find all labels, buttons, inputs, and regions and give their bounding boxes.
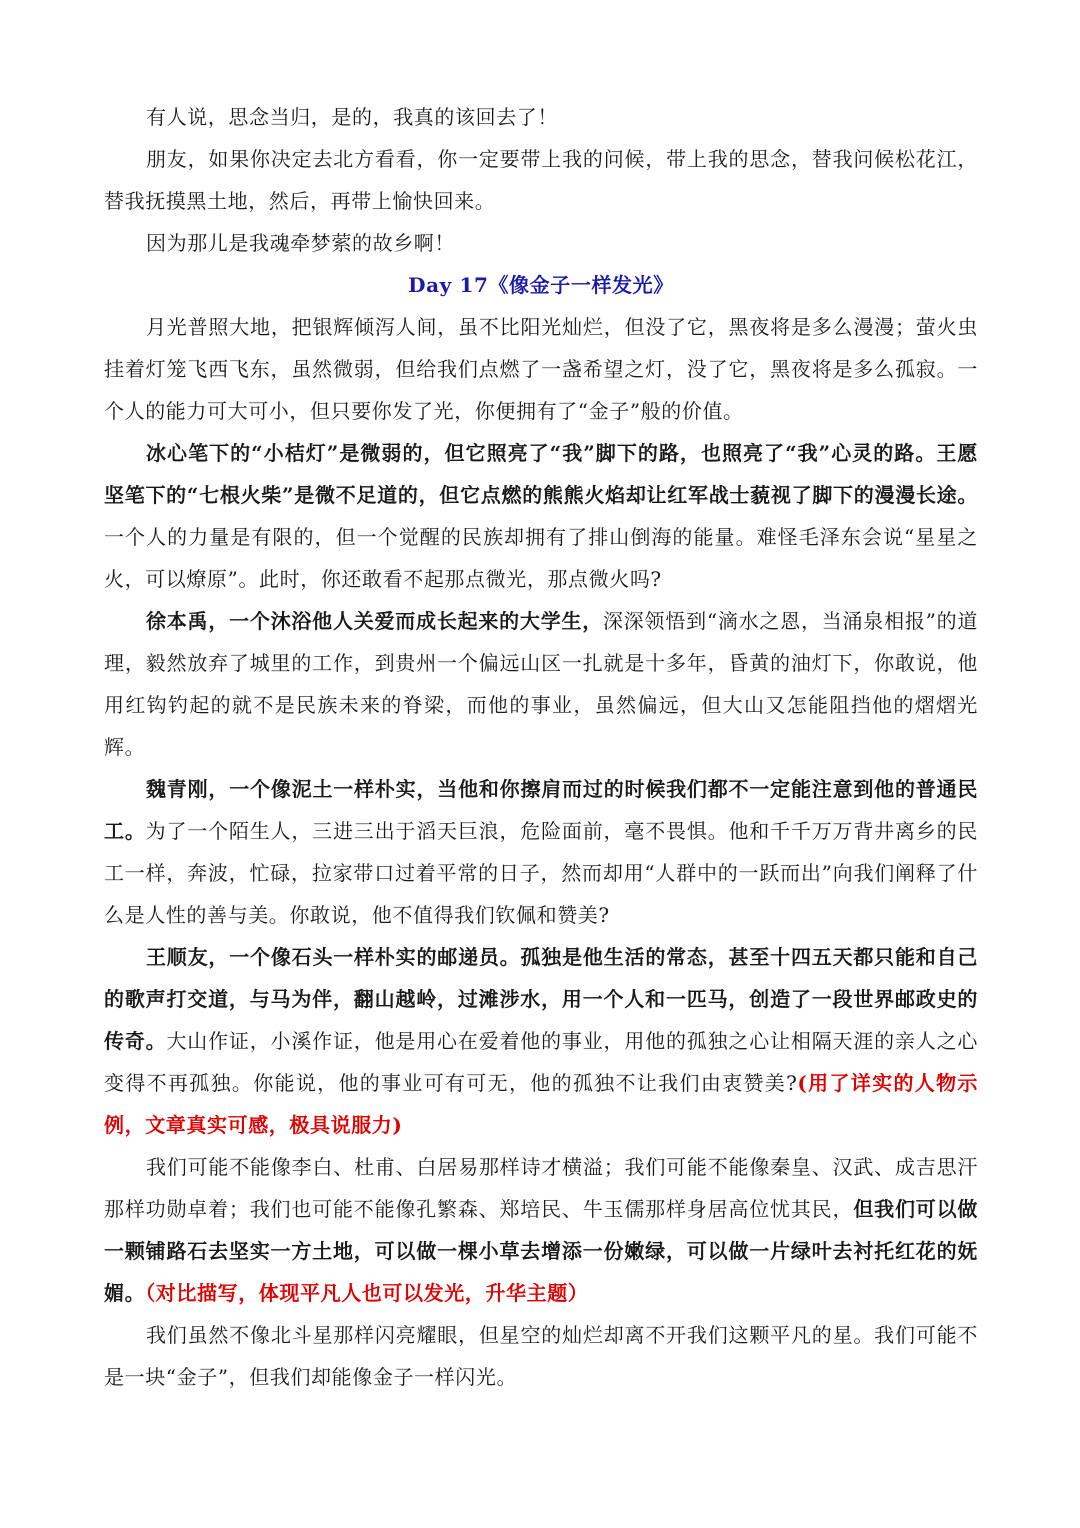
essay-paragraph-3: [104, 600, 978, 768]
essay-paragraph-5: [104, 936, 978, 1146]
paragraph-6-annotation: （对比描写，体现平凡人也可以发光，升华主题）: [145, 1281, 589, 1305]
paragraph-2-emphasis: 冰心笔下的“小桔灯”是微弱的，但它照亮了“我”脚下的路，也照亮了“我”心灵的路。王愿坚笔下的“七根火柴”是微不足道的，但它点燃的熊熊火焰却让红军战士藐视了脚下的漫漫长途。: [104, 441, 978, 507]
intro-paragraph-2: 朋友，如果你决定去北方看看，你一定要带上我的问候，带上我的思念，替我问候松花江，替我抚摸黑土地，然后，再带上愉快回来。: [104, 147, 978, 213]
essay-paragraph-6: [104, 1146, 978, 1314]
essay-title: Day 17《像金子一样发光》: [408, 273, 674, 297]
paragraph-6-emphasis: 但我们可以做一颗铺路石去坚实一方土地，可以做一棵小草去增添一份嫩绿，可以做一片绿叶去衬托红花的妩媚。: [104, 1197, 978, 1305]
paragraph-4-text: 为了一个陌生人，三进三出于滔天巨浪，危险面前，毫不畏惧。他和千千万万背井离乡的民工一样，奔波，忙碌，拉家带口过着平常的日子，然而却用“人群中的一跃而出”向我们阐释了什么是人性的善与美。你敢说，他不值得我们钦佩和赞美?: [104, 819, 979, 927]
paragraph-2-text: 一个人的力量是有限的，但一个觉醒的民族却拥有了排山倒海的能量。难怪毛泽东会说“星星之火，可以燎原”。此时，你还敢看不起那点微光，那点微火吗?: [104, 525, 978, 591]
paragraph-5-text: 大山作证，小溪作证，他是用心在爱着他的事业，用他的孤独之心让相隔天涯的亲人之心变得不再孤独。你能说，他的事业可有可无，他的孤独不让我们由衷赞美?: [104, 1029, 978, 1095]
intro-paragraph-1: 有人说，思念当归，是的，我真的该回去了！: [146, 105, 558, 129]
paragraph-5-annotation: (用了详实的人物示例，文章真实可感，极具说服力): [104, 1071, 978, 1137]
essay-paragraph-7: 我们虽然不像北斗星那样闪亮耀眼，但星空的灿烂却离不开我们这颗平凡的星。我们可能不是一块“金子”，但我们却能像金子一样闪光。: [104, 1323, 978, 1389]
paragraph-4-emphasis: 魏青刚，一个像泥土一样朴实，当他和你擦肩而过的时候我们都不一定能注意到他的普通民工。: [104, 777, 978, 843]
essay-paragraph-2: [104, 432, 978, 600]
document-page: [104, 96, 978, 1398]
intro-paragraph-3: 因为那儿是我魂牵梦萦的故乡啊！: [146, 231, 455, 255]
paragraph-5-emphasis: 王顺友，一个像石头一样朴实的邮递员。孤独是他生活的常态，甚至十四五天都只能和自己的歌声打交道，与马为伴，翻山越岭，过滩涉水，用一个人和一匹马，创造了一段世界邮政史的传奇。: [104, 945, 978, 1053]
essay-paragraph-4: [104, 768, 978, 936]
essay-paragraph-1: 月光普照大地，把银辉倾泻人间，虽不比阳光灿烂，但没了它，黑夜将是多么漫漫；萤火虫挂着灯笼飞西飞东，虽然微弱，但给我们点燃了一盏希望之灯，没了它，黑夜将是多么孤寂。一个人的能力可大可小，但只要你发了光，你便拥有了“金子”般的价值。: [104, 315, 978, 423]
paragraph-6-text: 我们可能不能像李白、杜甫、白居易那样诗才横溢；我们可能不能像秦皇、汉武、成吉思汗那样功勋卓着；我们也可能不能像孔繁森、郑培民、牛玉儒那样身居高位忧其民，: [104, 1155, 978, 1221]
paragraph-3-emphasis: 徐本禹，一个沐浴他人关爱而成长起来的大学生，: [146, 609, 604, 633]
paragraph-3-text: 深深领悟到“滴水之恩，当涌泉相报”的道理，毅然放弃了城里的工作，到贵州一个偏远山区一扎就是十多年，昏黄的油灯下，你敢说，他用红钩钓起的就不是民族未来的脊梁，而他的事业，虽然偏远，但大山又怎能阻挡他的熠熠光辉。: [104, 609, 978, 759]
